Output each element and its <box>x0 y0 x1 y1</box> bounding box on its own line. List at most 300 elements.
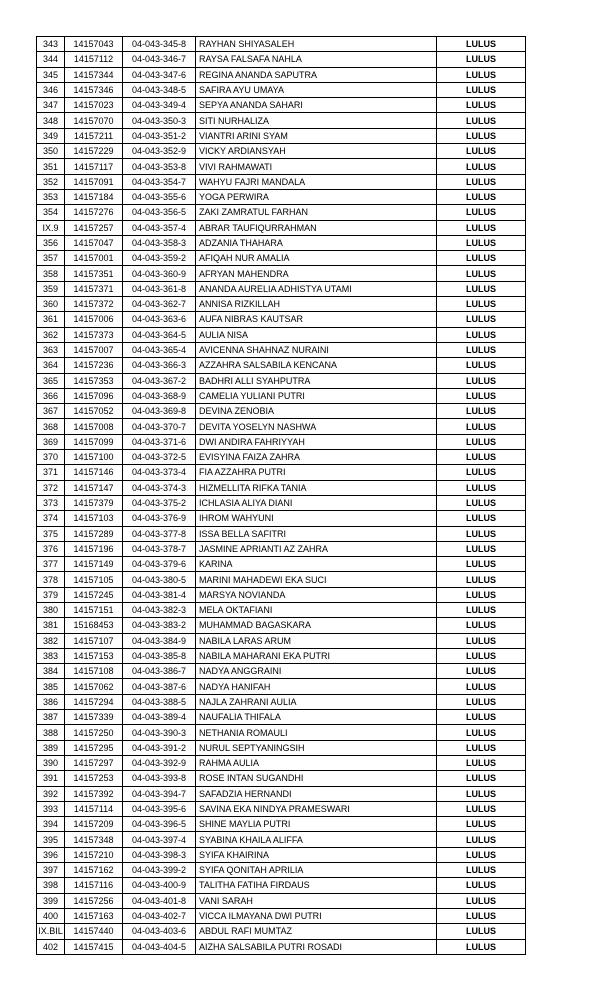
student-name-cell: MELA OKTAFIANI <box>196 602 437 617</box>
student-name-cell: VANI SARAH <box>196 893 437 908</box>
row-number-cell: IX.BIL <box>37 924 65 939</box>
exam-number-cell: 04-043-364-5 <box>123 327 196 342</box>
status-cell: LULUS <box>437 694 526 709</box>
status-cell: LULUS <box>437 893 526 908</box>
student-id-cell: 14157346 <box>65 82 123 97</box>
student-id-cell: 14157151 <box>65 602 123 617</box>
exam-number-cell: 04-043-362-7 <box>123 297 196 312</box>
row-number-cell: 388 <box>37 725 65 740</box>
exam-number-cell: 04-043-404-5 <box>123 939 196 954</box>
exam-number-cell: 04-043-361-8 <box>123 281 196 296</box>
table-row <box>37 648 526 663</box>
status-cell: LULUS <box>437 404 526 419</box>
status-cell: LULUS <box>437 388 526 403</box>
status-cell: LULUS <box>437 67 526 82</box>
status-cell: LULUS <box>437 939 526 954</box>
row-number-cell: 353 <box>37 189 65 204</box>
status-cell: LULUS <box>437 251 526 266</box>
student-name-cell: FIA AZZAHRA PUTRI <box>196 465 437 480</box>
student-name-cell: BADHRI ALLI SYAHPUTRA <box>196 373 437 388</box>
table-row <box>37 388 526 403</box>
row-number-cell: 347 <box>37 98 65 113</box>
table-row <box>37 113 526 128</box>
table-row <box>37 924 526 939</box>
status-cell: LULUS <box>437 771 526 786</box>
table-row <box>37 434 526 449</box>
graduation-results-table <box>36 36 526 955</box>
student-id-cell: 14157392 <box>65 786 123 801</box>
status-cell: LULUS <box>437 98 526 113</box>
row-number-cell: 387 <box>37 710 65 725</box>
table-row <box>37 817 526 832</box>
exam-number-cell: 04-043-382-3 <box>123 602 196 617</box>
exam-number-cell: 04-043-359-2 <box>123 251 196 266</box>
status-cell: LULUS <box>437 128 526 143</box>
exam-number-cell: 04-043-373-4 <box>123 465 196 480</box>
student-name-cell: EVISYINA FAIZA ZAHRA <box>196 450 437 465</box>
student-id-cell: 14157351 <box>65 266 123 281</box>
student-id-cell: 14157108 <box>65 664 123 679</box>
table-row <box>37 908 526 923</box>
student-name-cell: SAFADZIA HERNANDI <box>196 786 437 801</box>
student-name-cell: SYABINA KHAILA ALIFFA <box>196 832 437 847</box>
row-number-cell: 365 <box>37 373 65 388</box>
row-number-cell: 384 <box>37 664 65 679</box>
table-row <box>37 526 526 541</box>
status-cell: LULUS <box>437 648 526 663</box>
table-row <box>37 404 526 419</box>
student-id-cell: 14157116 <box>65 878 123 893</box>
row-number-cell: 374 <box>37 511 65 526</box>
exam-number-cell: 04-043-349-4 <box>123 98 196 113</box>
table-row <box>37 205 526 220</box>
table-row <box>37 235 526 250</box>
status-cell: LULUS <box>437 847 526 862</box>
student-id-cell: 15168453 <box>65 618 123 633</box>
row-number-cell: 382 <box>37 633 65 648</box>
exam-number-cell: 04-043-365-4 <box>123 342 196 357</box>
exam-number-cell: 04-043-394-7 <box>123 786 196 801</box>
table-row <box>37 144 526 159</box>
student-name-cell: ABRAR TAUFIQURRAHMAN <box>196 220 437 235</box>
student-id-cell: 14157415 <box>65 939 123 954</box>
exam-number-cell: 04-043-357-4 <box>123 220 196 235</box>
student-id-cell: 14157250 <box>65 725 123 740</box>
student-name-cell: SEPYA ANANDA SAHARI <box>196 98 437 113</box>
status-cell: LULUS <box>437 495 526 510</box>
table-row <box>37 342 526 357</box>
student-id-cell: 14157353 <box>65 373 123 388</box>
row-number-cell: 402 <box>37 939 65 954</box>
table-row <box>37 511 526 526</box>
table-row <box>37 220 526 235</box>
student-name-cell: MUHAMMAD BAGASKARA <box>196 618 437 633</box>
exam-number-cell: 04-043-399-2 <box>123 863 196 878</box>
student-id-cell: 14157297 <box>65 755 123 770</box>
row-number-cell: 367 <box>37 404 65 419</box>
student-name-cell: SAVINA EKA NINDYA PRAMESWARI <box>196 801 437 816</box>
student-name-cell: NURUL SEPTYANINGSIH <box>196 740 437 755</box>
table-row <box>37 771 526 786</box>
student-name-cell: AIZHA SALSABILA PUTRI ROSADI <box>196 939 437 954</box>
table-row <box>37 618 526 633</box>
status-cell: LULUS <box>437 159 526 174</box>
exam-number-cell: 04-043-372-5 <box>123 450 196 465</box>
status-cell: LULUS <box>437 679 526 694</box>
student-name-cell: SITI NURHALIZA <box>196 113 437 128</box>
row-number-cell: 363 <box>37 342 65 357</box>
row-number-cell: 389 <box>37 740 65 755</box>
exam-number-cell: 04-043-380-5 <box>123 572 196 587</box>
row-number-cell: 354 <box>37 205 65 220</box>
student-id-cell: 14157007 <box>65 342 123 357</box>
student-id-cell: 14157147 <box>65 480 123 495</box>
table-row <box>37 664 526 679</box>
status-cell: LULUS <box>437 82 526 97</box>
row-number-cell: 392 <box>37 786 65 801</box>
student-name-cell: AVICENNA SHAHNAZ NURAINI <box>196 342 437 357</box>
table-row <box>37 740 526 755</box>
student-name-cell: RAYHAN SHIYASALEH <box>196 37 437 52</box>
student-id-cell: 14157211 <box>65 128 123 143</box>
row-number-cell: 352 <box>37 174 65 189</box>
row-number-cell: 362 <box>37 327 65 342</box>
student-name-cell: NAUFALIA THIFALA <box>196 710 437 725</box>
student-name-cell: HIZMELLITA RIFKA TANIA <box>196 480 437 495</box>
row-number-cell: 356 <box>37 235 65 250</box>
exam-number-cell: 04-043-378-7 <box>123 541 196 556</box>
row-number-cell: 371 <box>37 465 65 480</box>
status-cell: LULUS <box>437 189 526 204</box>
status-cell: LULUS <box>437 327 526 342</box>
exam-number-cell: 04-043-383-2 <box>123 618 196 633</box>
exam-number-cell: 04-043-389-4 <box>123 710 196 725</box>
exam-number-cell: 04-043-351-2 <box>123 128 196 143</box>
table-body <box>37 37 526 955</box>
row-number-cell: 346 <box>37 82 65 97</box>
status-cell: LULUS <box>437 342 526 357</box>
table-row <box>37 281 526 296</box>
row-number-cell: 370 <box>37 450 65 465</box>
exam-number-cell: 04-043-400-9 <box>123 878 196 893</box>
row-number-cell: 383 <box>37 648 65 663</box>
exam-number-cell: 04-043-387-6 <box>123 679 196 694</box>
status-cell: LULUS <box>437 373 526 388</box>
exam-number-cell: 04-043-402-7 <box>123 908 196 923</box>
row-number-cell: 368 <box>37 419 65 434</box>
student-name-cell: ADZANIA THAHARA <box>196 235 437 250</box>
student-id-cell: 14157062 <box>65 679 123 694</box>
table-row <box>37 710 526 725</box>
status-cell: LULUS <box>437 419 526 434</box>
student-name-cell: NAJLA ZAHRANI AULIA <box>196 694 437 709</box>
status-cell: LULUS <box>437 924 526 939</box>
student-name-cell: AUFA NIBRAS KAUTSAR <box>196 312 437 327</box>
table-row <box>37 572 526 587</box>
table-row <box>37 541 526 556</box>
student-id-cell: 14157210 <box>65 847 123 862</box>
exam-number-cell: 04-043-355-6 <box>123 189 196 204</box>
student-name-cell: VIVI RAHMAWATI <box>196 159 437 174</box>
student-id-cell: 14157096 <box>65 388 123 403</box>
student-id-cell: 14157001 <box>65 251 123 266</box>
table-row <box>37 174 526 189</box>
status-cell: LULUS <box>437 526 526 541</box>
table-row <box>37 863 526 878</box>
student-name-cell: RAHMA AULIA <box>196 755 437 770</box>
student-id-cell: 14157047 <box>65 235 123 250</box>
student-name-cell: DWI ANDIRA FAHRIYYAH <box>196 434 437 449</box>
row-number-cell: 379 <box>37 587 65 602</box>
student-id-cell: 14157114 <box>65 801 123 816</box>
student-id-cell: 14157008 <box>65 419 123 434</box>
row-number-cell: 381 <box>37 618 65 633</box>
exam-number-cell: 04-043-347-6 <box>123 67 196 82</box>
row-number-cell: 375 <box>37 526 65 541</box>
row-number-cell: 386 <box>37 694 65 709</box>
row-number-cell: 380 <box>37 602 65 617</box>
row-number-cell: 344 <box>37 52 65 67</box>
row-number-cell: 358 <box>37 266 65 281</box>
table-row <box>37 465 526 480</box>
exam-number-cell: 04-043-376-9 <box>123 511 196 526</box>
status-cell: LULUS <box>437 541 526 556</box>
status-cell: LULUS <box>437 664 526 679</box>
student-name-cell: RAYSA FALSAFA NAHLA <box>196 52 437 67</box>
student-id-cell: 14157253 <box>65 771 123 786</box>
status-cell: LULUS <box>437 174 526 189</box>
row-number-cell: 360 <box>37 297 65 312</box>
row-number-cell: 373 <box>37 495 65 510</box>
row-number-cell: 393 <box>37 801 65 816</box>
row-number-cell: 364 <box>37 358 65 373</box>
table-row <box>37 557 526 572</box>
status-cell: LULUS <box>437 633 526 648</box>
exam-number-cell: 04-043-397-4 <box>123 832 196 847</box>
student-name-cell: NABILA MAHARANI EKA PUTRI <box>196 648 437 663</box>
exam-number-cell: 04-043-368-9 <box>123 388 196 403</box>
student-name-cell: SAFIRA AYU UMAYA <box>196 82 437 97</box>
status-cell: LULUS <box>437 205 526 220</box>
student-id-cell: 14157294 <box>65 694 123 709</box>
exam-number-cell: 04-043-392-9 <box>123 755 196 770</box>
exam-number-cell: 04-043-395-6 <box>123 801 196 816</box>
student-name-cell: NABILA LARAS ARUM <box>196 633 437 648</box>
student-name-cell: DEVITA YOSELYN NASHWA <box>196 419 437 434</box>
row-number-cell: 348 <box>37 113 65 128</box>
status-cell: LULUS <box>437 450 526 465</box>
status-cell: LULUS <box>437 602 526 617</box>
student-name-cell: ANNISA RIZKILLAH <box>196 297 437 312</box>
row-number-cell: 351 <box>37 159 65 174</box>
status-cell: LULUS <box>437 710 526 725</box>
table-row <box>37 373 526 388</box>
student-id-cell: 14157006 <box>65 312 123 327</box>
row-number-cell: 366 <box>37 388 65 403</box>
student-name-cell: NADYA ANGGRAINI <box>196 664 437 679</box>
table-row <box>37 327 526 342</box>
student-name-cell: MARINI MAHADEWI EKA SUCI <box>196 572 437 587</box>
student-name-cell: ZAKI ZAMRATUL FARHAN <box>196 205 437 220</box>
student-name-cell: YOGA PERWIRA <box>196 189 437 204</box>
student-name-cell: ABDUL RAFI MUMTAZ <box>196 924 437 939</box>
student-name-cell: TALITHA FATIHA FIRDAUS <box>196 878 437 893</box>
status-cell: LULUS <box>437 113 526 128</box>
status-cell: LULUS <box>437 220 526 235</box>
exam-number-cell: 04-043-348-5 <box>123 82 196 97</box>
student-id-cell: 14157295 <box>65 740 123 755</box>
status-cell: LULUS <box>437 618 526 633</box>
status-cell: LULUS <box>437 863 526 878</box>
row-number-cell: 390 <box>37 755 65 770</box>
student-name-cell: NETHANIA ROMAULI <box>196 725 437 740</box>
status-cell: LULUS <box>437 878 526 893</box>
table-row <box>37 679 526 694</box>
status-cell: LULUS <box>437 557 526 572</box>
row-number-cell: 377 <box>37 557 65 572</box>
student-id-cell: 14157339 <box>65 710 123 725</box>
exam-number-cell: 04-043-390-3 <box>123 725 196 740</box>
exam-number-cell: 04-043-370-7 <box>123 419 196 434</box>
student-id-cell: 14157229 <box>65 144 123 159</box>
student-id-cell: 14157112 <box>65 52 123 67</box>
status-cell: LULUS <box>437 817 526 832</box>
exam-number-cell: 04-043-369-8 <box>123 404 196 419</box>
status-cell: LULUS <box>437 755 526 770</box>
exam-number-cell: 04-043-353-8 <box>123 159 196 174</box>
student-id-cell: 14157153 <box>65 648 123 663</box>
exam-number-cell: 04-043-366-3 <box>123 358 196 373</box>
student-name-cell: AFRYAN MAHENDRA <box>196 266 437 281</box>
student-id-cell: 14157043 <box>65 37 123 52</box>
exam-number-cell: 04-043-350-3 <box>123 113 196 128</box>
exam-number-cell: 04-043-385-8 <box>123 648 196 663</box>
student-name-cell: SHINE MAYLIA PUTRI <box>196 817 437 832</box>
status-cell: LULUS <box>437 801 526 816</box>
student-name-cell: VIANTRI ARINI SYAM <box>196 128 437 143</box>
student-name-cell: NADYA HANIFAH <box>196 679 437 694</box>
student-id-cell: 14157162 <box>65 863 123 878</box>
row-number-cell: 396 <box>37 847 65 862</box>
table-row <box>37 725 526 740</box>
exam-number-cell: 04-043-363-6 <box>123 312 196 327</box>
table-row <box>37 312 526 327</box>
student-id-cell: 14157440 <box>65 924 123 939</box>
student-name-cell: AZZAHRA SALSABILA KENCANA <box>196 358 437 373</box>
student-id-cell: 14157184 <box>65 189 123 204</box>
exam-number-cell: 04-043-386-7 <box>123 664 196 679</box>
student-id-cell: 14157257 <box>65 220 123 235</box>
student-id-cell: 14157348 <box>65 832 123 847</box>
table-row <box>37 251 526 266</box>
student-name-cell: ANANDA AURELIA ADHISTYA UTAMI <box>196 281 437 296</box>
student-id-cell: 14157103 <box>65 511 123 526</box>
status-cell: LULUS <box>437 358 526 373</box>
student-name-cell: JASMINE APRIANTI AZ ZAHRA <box>196 541 437 556</box>
exam-number-cell: 04-043-360-9 <box>123 266 196 281</box>
student-id-cell: 14157149 <box>65 557 123 572</box>
exam-number-cell: 04-043-345-8 <box>123 37 196 52</box>
table-row <box>37 98 526 113</box>
status-cell: LULUS <box>437 37 526 52</box>
exam-number-cell: 04-043-354-7 <box>123 174 196 189</box>
exam-number-cell: 04-043-358-3 <box>123 235 196 250</box>
exam-number-cell: 04-043-346-7 <box>123 52 196 67</box>
student-name-cell: AFIQAH NUR AMALIA <box>196 251 437 266</box>
table-row <box>37 847 526 862</box>
table-row <box>37 480 526 495</box>
table-row <box>37 52 526 67</box>
table-row <box>37 37 526 52</box>
exam-number-cell: 04-043-374-3 <box>123 480 196 495</box>
student-id-cell: 14157070 <box>65 113 123 128</box>
student-name-cell: SYIFA KHAIRINA <box>196 847 437 862</box>
exam-number-cell: 04-043-388-5 <box>123 694 196 709</box>
table-row <box>37 602 526 617</box>
status-cell: LULUS <box>437 144 526 159</box>
table-row <box>37 358 526 373</box>
student-name-cell: AULIA NISA <box>196 327 437 342</box>
exam-number-cell: 04-043-391-2 <box>123 740 196 755</box>
student-id-cell: 14157105 <box>65 572 123 587</box>
table-row <box>37 755 526 770</box>
status-cell: LULUS <box>437 908 526 923</box>
student-name-cell: ICHLASIA ALIYA DIANI <box>196 495 437 510</box>
student-id-cell: 14157100 <box>65 450 123 465</box>
table-row <box>37 67 526 82</box>
student-id-cell: 14157052 <box>65 404 123 419</box>
row-number-cell: 385 <box>37 679 65 694</box>
row-number-cell: 357 <box>37 251 65 266</box>
status-cell: LULUS <box>437 52 526 67</box>
table-row <box>37 801 526 816</box>
table-row <box>37 128 526 143</box>
status-cell: LULUS <box>437 832 526 847</box>
row-number-cell: 359 <box>37 281 65 296</box>
table-row <box>37 495 526 510</box>
exam-number-cell: 04-043-393-8 <box>123 771 196 786</box>
student-name-cell: REGINA ANANDA SAPUTRA <box>196 67 437 82</box>
exam-number-cell: 04-043-396-5 <box>123 817 196 832</box>
student-id-cell: 14157372 <box>65 297 123 312</box>
table-row <box>37 419 526 434</box>
student-id-cell: 14157099 <box>65 434 123 449</box>
table-row <box>37 297 526 312</box>
status-cell: LULUS <box>437 511 526 526</box>
row-number-cell: 397 <box>37 863 65 878</box>
student-id-cell: 14157289 <box>65 526 123 541</box>
row-number-cell: 349 <box>37 128 65 143</box>
status-cell: LULUS <box>437 235 526 250</box>
row-number-cell: 343 <box>37 37 65 52</box>
exam-number-cell: 04-043-367-2 <box>123 373 196 388</box>
status-cell: LULUS <box>437 786 526 801</box>
row-number-cell: 391 <box>37 771 65 786</box>
status-cell: LULUS <box>437 572 526 587</box>
exam-number-cell: 04-043-356-5 <box>123 205 196 220</box>
student-id-cell: 14157117 <box>65 159 123 174</box>
exam-number-cell: 04-043-379-6 <box>123 557 196 572</box>
student-id-cell: 14157344 <box>65 67 123 82</box>
student-id-cell: 14157256 <box>65 893 123 908</box>
exam-number-cell: 04-043-401-8 <box>123 893 196 908</box>
table-row <box>37 633 526 648</box>
student-name-cell: ROSE INTAN SUGANDHI <box>196 771 437 786</box>
student-name-cell: DEVINA ZENOBIA <box>196 404 437 419</box>
student-id-cell: 14157379 <box>65 495 123 510</box>
status-cell: LULUS <box>437 281 526 296</box>
student-name-cell: KARINA <box>196 557 437 572</box>
